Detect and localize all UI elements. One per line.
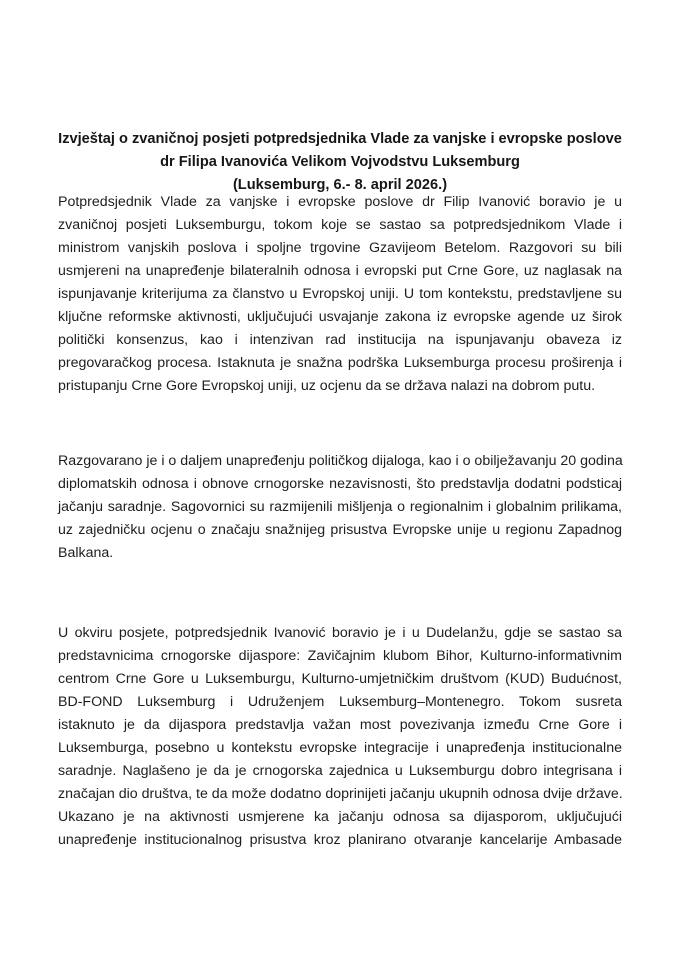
text-line: ispunjavanje kriterijuma za članstvo u Evropskoj uniji. U tom kontekstu, predstavljene su: [58, 286, 622, 302]
text-line: centrom Crne Gore u Luksemburgu, Kulturno-umjetničkim društvom (KUD) Budućnost,: [58, 671, 622, 687]
text-line: zvaničnoj posjeti Luksemburgu, tokom koje se sastao sa potpredsjednikom Vlade i: [58, 217, 622, 233]
text-line: značajan dio društva, te da može dodatno doprinijeti jačanju ukupnih odnosa dvije države.: [58, 786, 623, 802]
text-line: Luksemburga, posebno u kontekstu evropske integracije i unapređenja institucionalne: [58, 740, 622, 756]
text-line: BD-FOND Luksemburg i Udruženjem Luksemburg–Montenegro. Tokom susreta: [58, 694, 622, 710]
text-line: saradnje. Naglašeno je da je crnogorska zajednica u Luksemburgu dobro integrisana i: [58, 763, 622, 779]
text-line: ministrom vanjskih poslova i spoljne trgovine Gzavijeom Betelom. Razgovori su bili: [58, 240, 622, 256]
text-line: Razgovarano je i o daljem unapređenju političkog dijaloga, kao i o obilježavanju 20 godina: [58, 453, 623, 469]
text-line: Balkana.: [58, 545, 114, 561]
title-line: Izvještaj o zvaničnoj posjeti potpredsjednika Vlade za vanjske i evropske poslove: [58, 131, 622, 147]
text-line: Ukazano je na aktivnosti usmjerene ka jačanju odnosa sa dijasporom, uključujući: [58, 809, 622, 825]
text-line: politički konsenzus, kao i intenzivan rad institucija na ispunjavanju obaveza iz: [58, 332, 622, 348]
paragraph-political-dialogue: [58, 450, 622, 565]
text-line: ključne reformske aktivnosti, uključujući usvajanje zakona iz evropske agende uz širok: [58, 309, 622, 325]
text-line: jačanju saradnje. Sagovornici su razmijenili mišljenja o regionalnim i globalnim prilikama,: [58, 499, 622, 515]
text-line: Potpredsjednik Vlade za vanjske i evropske poslove dr Filip Ivanović boravio je u: [58, 194, 622, 210]
text-line: pristupanju Crne Gore Evropskoj uniji, uz ocjenu da se država nalazi na dobrom putu.: [58, 378, 596, 394]
text-line: istaknuto je da dijaspora predstavlja važan most povezivanja između Crne Gore i: [58, 717, 622, 733]
text-line: predstavnicima crnogorske dijaspore: Zavičajnim klubom Bihor, Kulturno-informativnim: [58, 648, 622, 664]
text-line: unapređenje institucionalnog prisustva kroz planirano otvaranje kancelarije Ambasade: [58, 832, 622, 848]
text-line: uz zajedničku ocjenu o značaju snažnijeg prisustva Evropske unije u regionu Zapadnog: [58, 522, 622, 538]
paragraph-meeting-luxembourg: [58, 191, 622, 398]
text-line: diplomatskih odnosa i obnove crnogorske nezavisnosti, što predstavlja dodatni podsticaj: [58, 476, 622, 492]
text-line: pregovaračkog procesa. Istaknuta je snažna podrška Luksemburga procesu proširenja i: [58, 355, 622, 371]
title-line: dr Filipa Ivanovića Velikom Vojvodstvu Luksemburg: [160, 154, 520, 170]
text-line: U okviru posjete, potpredsjednik Ivanović boravio je i u Dudelanžu, gdje se sastao sa: [58, 625, 622, 641]
document-title: [40, 128, 640, 197]
paragraph-diaspora-dudelange: [58, 622, 622, 852]
title-subtitle-date: (Luksemburg, 6.- 8. april 2026.): [232, 177, 448, 193]
text-line: usmjereni na unapređenje bilateralnih odnosa i evropski put Crne Gore, uz naglasak na: [58, 263, 622, 279]
